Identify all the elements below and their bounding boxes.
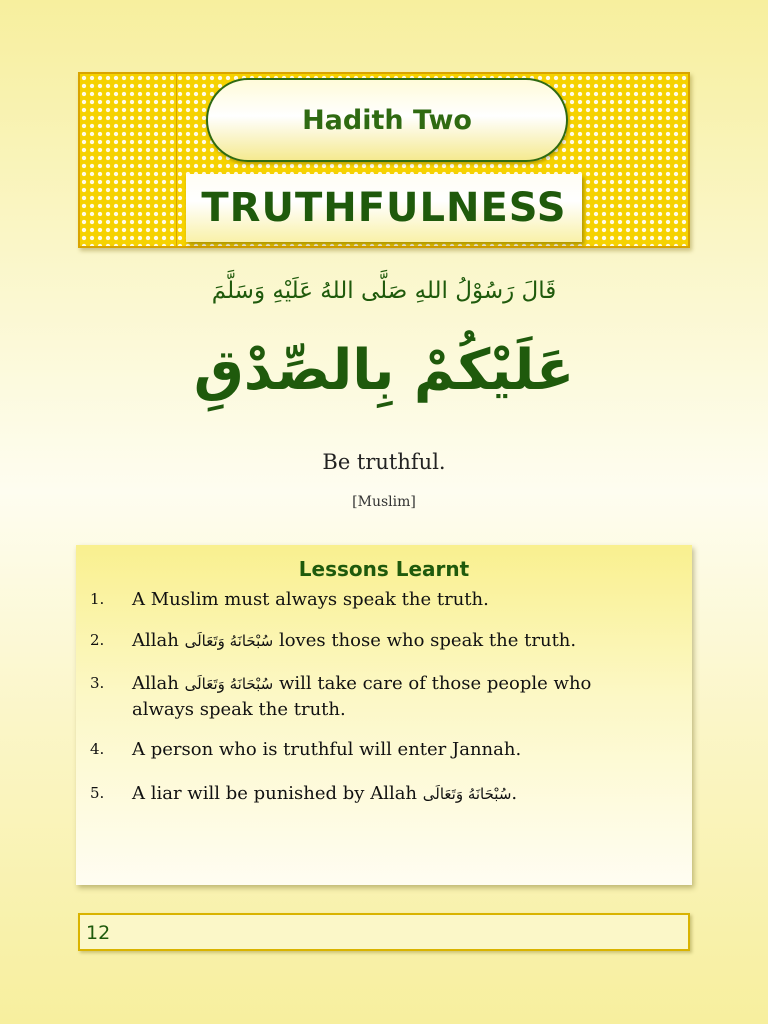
lesson-text-before: Allah [132,630,179,651]
hadith-translation: Be truthful. [322,450,446,474]
lesson-text-after: will take care of those people who always speak the truth. [132,673,592,720]
hadith-source: [Muslim] [352,494,416,510]
lesson-text [132,671,652,722]
lesson-text-before: A liar will be punished by Allah [132,783,418,804]
lesson-text: A person who is truthful will enter Jannah. [132,739,522,760]
header-banner [78,72,690,248]
lesson-text-after: loves those who speak the truth. [278,630,577,651]
lesson-text [132,781,652,807]
topic-title-bar [186,174,582,242]
lesson-number: 3. [90,674,105,692]
hadith-title: Hadith Two [302,104,472,136]
lessons-box [76,545,692,885]
hadith-title-pill [206,78,568,162]
lessons-title: Lessons Learnt [298,557,470,581]
lesson-number: 4. [90,740,105,758]
honorific-arabic: سُبْحَانَهُ وَتَعَالَى [422,785,512,803]
hadith-intro-arabic: قَالَ رَسُوْلُ اللهِ صَلَّى اللهُ عَلَيْهِ وَسَلَّمَ [211,278,557,304]
lesson-number: 1. [90,590,105,608]
lesson-text: A Muslim must always speak the truth. [132,589,489,610]
page-footer [78,913,690,951]
lesson-number: 5. [90,784,105,802]
honorific-arabic: سُبْحَانَهُ وَتَعَالَى [184,632,274,650]
lesson-text-after: . [511,783,518,804]
lesson-text [132,628,652,654]
lesson-text-before: Allah [132,673,179,694]
page-number: 12 [86,922,111,944]
lesson-number: 2. [90,631,105,649]
topic-title: TRUTHFULNESS [201,185,567,231]
honorific-arabic: سُبْحَانَهُ وَتَعَالَى [184,675,274,693]
hadith-arabic-text: عَلَيْكُمْ بِالصِّدْقِ [193,338,575,403]
